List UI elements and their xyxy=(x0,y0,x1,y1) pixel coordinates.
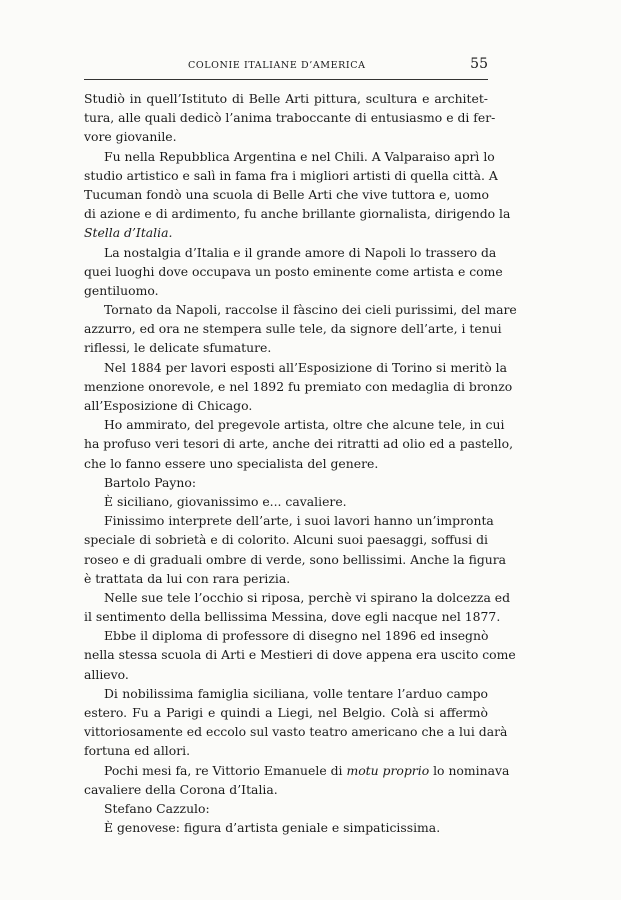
text-line: gentiluomo. xyxy=(84,282,159,298)
text-line: ha profuso veri tesori di arte, anche dei ritratti ad olio ed a pastello, xyxy=(84,436,514,452)
text-line: riflessi, le delicate sfumature. xyxy=(84,340,272,356)
text-line: menzione onorevole, e nel 1892 fu premiato con medaglia di bronzo xyxy=(84,378,513,394)
text-line: Tucuman fondò una scuola di Belle Arti che vive tuttora e, uomo xyxy=(84,186,490,202)
text-line: vore giovanile. xyxy=(84,129,177,145)
page-header xyxy=(84,56,488,76)
text-line: È genovese: figura d’artista geniale e simpaticissima. xyxy=(104,820,441,836)
text-line: La nostalgia d’Italia e il grande amore di Napoli lo trassero da xyxy=(104,244,497,260)
text-line: Nelle sue tele l’occhio si riposa, perchè vi spirano la dolcezza ed xyxy=(104,589,511,605)
text-line: Fu nella Repubblica Argentina e nel Chili. A Valparaiso aprì lo xyxy=(104,148,495,164)
text-line: quei luoghi dove occupava un posto eminente come artista e come xyxy=(84,263,503,279)
text-segment: Pochi mesi fa, re Vittorio Emanuele di xyxy=(104,762,347,778)
text-line: roseo e di graduali ombre di verde, sono bellissimi. Anche la figura xyxy=(84,551,507,567)
text-line: speciale di sobrietà e di colorito. Alcuni suoi paesaggi, soffusi di xyxy=(84,532,488,548)
text-line: all’Esposizione di Chicago. xyxy=(84,398,253,413)
text-line: Ebbe il diploma di professore di disegno nel 1896 ed insegnò xyxy=(104,628,489,644)
text-line: azzurro, ed ora ne stempera sulle tele, da signore dell’arte, i tenui xyxy=(84,321,502,337)
text-line: tura, alle quali dedicò l’anima traboccante di entusiasmo e di fer- xyxy=(84,110,496,126)
text-line: Studiò in quell’Istituto di Belle Arti pittura, scultura e architet- xyxy=(84,91,488,106)
text-line: vittoriosamente ed eccolo sul vasto teatro americano che a lui darà xyxy=(84,724,508,740)
text-line: che lo fanno essere uno specialista del genere. xyxy=(84,455,379,471)
text-line: studio artistico e salì in fama fra i migliori artisti di quella città. A xyxy=(84,167,498,183)
text-line: di azione e di ardimento, fu anche brillante giornalista, dirigendo la xyxy=(84,206,511,222)
text-line-with-italic xyxy=(84,761,510,780)
text-line: Finissimo interprete dell’arte, i suoi lavori hanno un’impronta xyxy=(104,513,494,529)
text-line: Nel 1884 per lavori esposti all’Esposizione di Torino si meritò la xyxy=(104,359,508,375)
header-rule xyxy=(84,79,488,80)
text-line: Bartolo Payno: xyxy=(104,474,196,490)
text-line: è trattata da lui con rara perizia. xyxy=(84,570,291,586)
text-line: Stella d’Italia. xyxy=(84,225,173,241)
italic-phrase: motu proprio xyxy=(346,762,430,778)
text-line: Di nobilissima famiglia siciliana, volle tentare l’arduo campo xyxy=(104,685,488,701)
text-line: Tornato da Napoli, raccolse il fàscino dei cieli purissimi, del mare xyxy=(104,302,517,318)
text-line: il sentimento della bellissima Messina, dove egli nacque nel 1877. xyxy=(84,609,501,625)
running-title: COLONIE ITALIANE D’AMERICA xyxy=(188,60,366,71)
text-line: fortuna ed allori. xyxy=(84,743,191,759)
text-line: estero. Fu a Parigi e quindi a Liegi, nel Belgio. Colà si affermò xyxy=(84,705,488,720)
body-text xyxy=(84,89,517,837)
text-line: nella stessa scuola di Arti e Mestieri di dove appena era uscito come xyxy=(84,647,516,663)
text-line: cavaliere della Corona d’Italia. xyxy=(84,781,278,797)
text-segment: lo nominava xyxy=(429,762,510,778)
text-line: Stefano Cazzulo: xyxy=(104,800,210,816)
text-line: Ho ammirato, del pregevole artista, oltre che alcune tele, in cui xyxy=(104,417,505,433)
text-line: È siciliano, giovanissimo e... cavaliere. xyxy=(104,493,347,509)
page-number: 55 xyxy=(470,56,488,72)
text-line: allievo. xyxy=(84,666,129,682)
